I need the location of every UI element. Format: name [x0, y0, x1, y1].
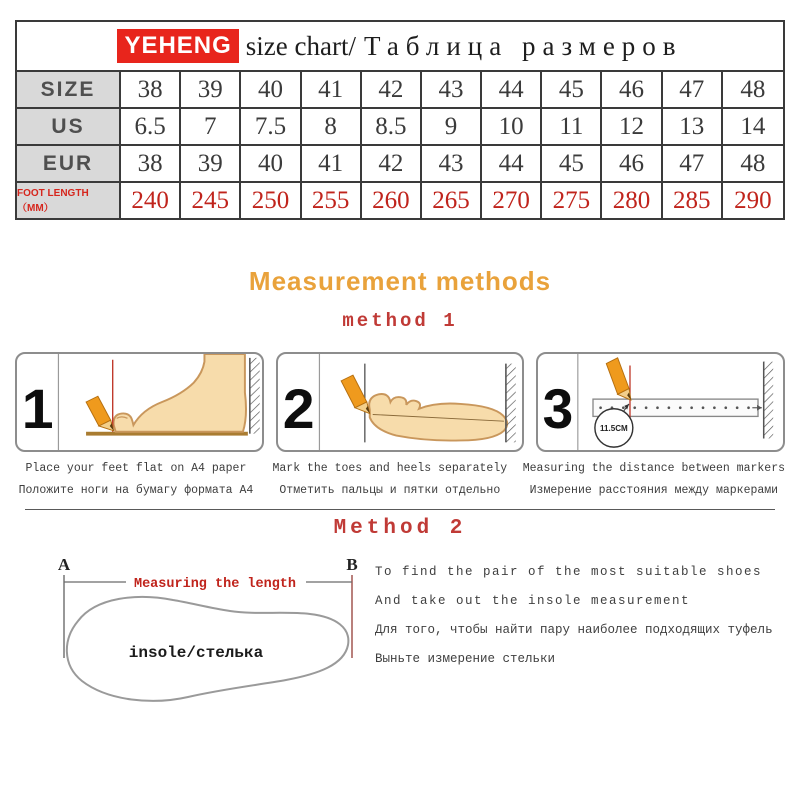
size-cell-size: 46: [602, 72, 662, 107]
foot-side-icon: [114, 354, 246, 432]
step-number-2: 2: [282, 377, 315, 440]
size-cell-foot_length: 260: [362, 183, 422, 218]
size-cell-eur: 46: [602, 146, 662, 181]
step-panel-1: [15, 352, 264, 452]
step3-caption-en: Measuring the distance between markers: [522, 462, 785, 475]
row-header-size: SIZE: [17, 72, 121, 107]
size-cell-us: 11: [542, 109, 602, 144]
step2-caption: [269, 458, 511, 502]
step-captions-row: [15, 458, 785, 502]
step2-caption-ru: Отметить пальцы и пятки отдельно: [279, 484, 501, 497]
row-header-eur: EUR: [17, 146, 121, 181]
method2-text-line: Выньте измерение стельки: [375, 652, 556, 666]
step3-caption-ru: Измерение расстояния между маркерами: [529, 484, 779, 497]
size-cell-us: 13: [663, 109, 723, 144]
table-row-us: [17, 107, 783, 144]
size-cell-foot_length: 285: [663, 183, 723, 218]
size-cell-eur: 43: [422, 146, 482, 181]
size-cell-size: 43: [422, 72, 482, 107]
size-cell-eur: 39: [181, 146, 241, 181]
title-text-ru: Таблица размеров: [364, 30, 683, 61]
step-number-3: 3: [542, 377, 574, 440]
insole-diagram: [18, 553, 378, 723]
size-cell-us: 12: [602, 109, 662, 144]
wall-hatch-icon: [506, 364, 516, 443]
step-panel-3: [536, 352, 785, 452]
size-cell-size: 39: [181, 72, 241, 107]
method2-text-line: And take out the insole measurement: [375, 594, 691, 608]
size-cell-eur: 48: [740, 149, 766, 177]
method2-text-line: Для того, чтобы найти пару наиболее подходящих туфель: [375, 623, 773, 637]
title-text: size chart/: [245, 30, 356, 61]
size-cell-foot_length: 240: [121, 183, 181, 218]
marker-circle-label: 11.5CM: [600, 423, 629, 433]
pencil-icon: [607, 358, 632, 400]
row-header-us: US: [17, 109, 121, 144]
size-cell-size: 42: [362, 72, 422, 107]
wall-hatch-icon: [764, 362, 773, 439]
step3-caption: [523, 458, 785, 502]
brand-badge: YEHENG: [117, 29, 238, 63]
step1-caption-en: Place your feet flat on A4 paper: [25, 462, 247, 475]
measurement-methods-heading: Measurement methods: [248, 266, 552, 296]
size-cell-eur: 42: [362, 146, 422, 181]
pencil-icon: [86, 396, 114, 431]
size-cell-eur: 44: [482, 146, 542, 181]
size-cell-foot_length: 275: [542, 183, 602, 218]
size-cell-foot_length: 290: [734, 186, 772, 214]
method1-heading: method 1: [342, 310, 458, 332]
size-cell-size: 47: [663, 72, 723, 107]
table-row-size: [17, 72, 783, 107]
size-cell-foot_length: 250: [241, 183, 301, 218]
row-header-foot_length: FOOT LENGTH （MM）: [17, 183, 121, 218]
table-row-eur: [17, 144, 783, 181]
size-cell-us: 6.5: [121, 109, 181, 144]
step1-illustration: [17, 354, 262, 450]
step-panel-2: [276, 352, 525, 452]
wall-hatch-icon: [250, 358, 260, 434]
table-row-foot_length: [17, 181, 783, 218]
steps-row: [15, 352, 785, 452]
size-cell-size: 38: [121, 72, 181, 107]
size-cell-eur: 45: [542, 146, 602, 181]
size-cell-size: 40: [241, 72, 301, 107]
size-cell-eur: 47: [663, 146, 723, 181]
step1-caption: [15, 458, 257, 502]
size-cell-size: 48: [740, 75, 766, 103]
step2-caption-en: Mark the toes and heels separately: [272, 462, 508, 475]
method2-heading: Method 2: [333, 517, 467, 540]
size-cell-size: 44: [482, 72, 542, 107]
size-cell-size: 41: [302, 72, 362, 107]
size-table-body: [17, 72, 783, 218]
step-number-1: 1: [21, 377, 54, 440]
chart-title-bar: [17, 22, 783, 72]
step3-illustration: [538, 354, 783, 450]
marker-a-label: A: [57, 555, 71, 574]
size-cell-eur: 40: [241, 146, 301, 181]
method2-text-line: To find the pair of the most suitable shoes: [375, 565, 763, 579]
size-cell-us: 8.5: [362, 109, 422, 144]
marker-b-label: B: [346, 555, 358, 574]
insole-illustration: [18, 553, 378, 723]
size-cell-eur: 41: [302, 146, 362, 181]
size-cell-us: 14: [740, 112, 766, 140]
insole-label: insole/стелька: [128, 644, 264, 662]
size-chart-table: [15, 20, 785, 220]
size-cell-us: 8: [302, 109, 362, 144]
size-cell-foot_length: 255: [302, 183, 362, 218]
section-divider: [25, 509, 775, 510]
method2-text-block: [375, 558, 795, 674]
size-cell-foot_length: 280: [602, 183, 662, 218]
size-cell-eur: 38: [121, 146, 181, 181]
size-cell-us: 10: [482, 109, 542, 144]
step2-illustration: [278, 354, 523, 450]
size-cell-foot_length: 245: [181, 183, 241, 218]
size-cell-us: 7.5: [241, 109, 301, 144]
size-cell-us: 9: [422, 109, 482, 144]
size-cell-size: 45: [542, 72, 602, 107]
step1-caption-ru: Положите ноги на бумагу формата А4: [18, 484, 254, 497]
size-cell-us: 7: [181, 109, 241, 144]
size-cell-foot_length: 265: [422, 183, 482, 218]
foot-top-icon: [369, 394, 507, 441]
measuring-length-label: Measuring the length: [133, 577, 297, 592]
size-cell-foot_length: 270: [482, 183, 542, 218]
